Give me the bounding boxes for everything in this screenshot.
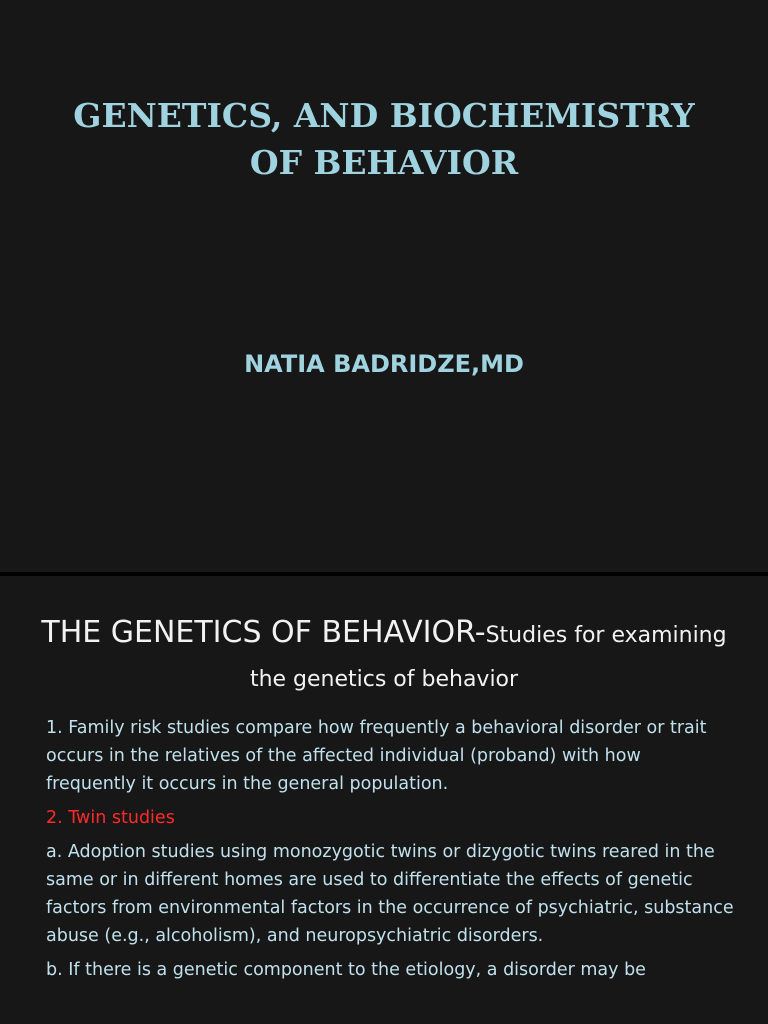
author-name: NATIA BADRIDZE,MD <box>244 350 524 378</box>
section-heading-sub: Studies for examining the genetics of behavior <box>249 623 727 692</box>
slide-title-line-1: GENETICS, AND BIOCHEMISTRY <box>73 96 695 135</box>
slide-2 <box>0 576 768 1024</box>
section-heading <box>20 612 748 701</box>
section-heading-main: THE GENETICS OF BEHAVIOR- <box>41 615 486 650</box>
paragraph-genetic-component: b. If there is a genetic component to the etiology, a disorder may be <box>46 960 646 980</box>
paragraph-adoption-studies: a. Adoption studies using monozygotic twins or dizygotic twins reared in the same or in different homes are used to differentiate the effects of genetic factors from environmental factors in the occurrence of psychiatric, substance abuse (e.g., alcoholism), and neuropsychiatric disorders. <box>46 842 734 946</box>
slide-title-line-2: OF BEHAVIOR <box>249 143 519 182</box>
slide-title <box>0 92 768 186</box>
paragraph-twin-studies: 2. Twin studies <box>46 808 175 828</box>
paragraph-family-risk: 1. Family risk studies compare how frequently a behavioral disorder or trait occurs in the relatives of the affected individual (proband) with how frequently it occurs in the general population. <box>46 718 707 794</box>
slide-body <box>46 714 736 990</box>
